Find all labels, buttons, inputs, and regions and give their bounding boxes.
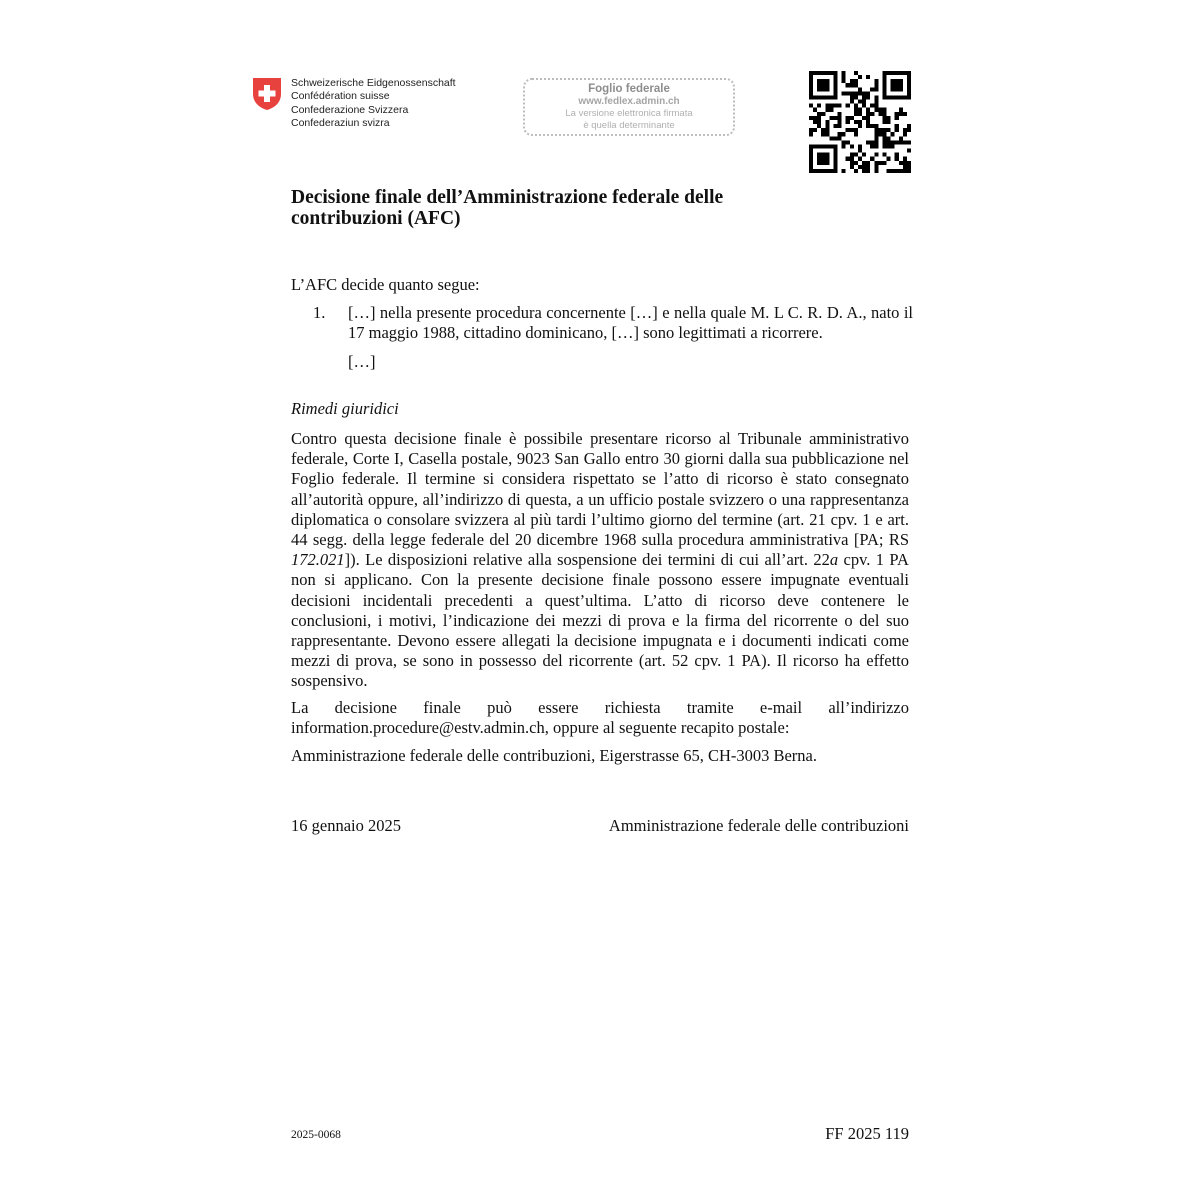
federal-gazette-reference: FF 2025 119 [825,1124,909,1143]
stamp-note-1: La versione elettronica firmata [565,108,693,119]
qr-code-icon [809,71,911,173]
list-item-ellipsis: […] [348,352,376,371]
remedies-text-part-c: cpv. 1 PA non si applicano. Con la presente decisione finale possono essere impugnate eventuali decisioni incidentali precedenti a quest’ultima. L’atto di ricorso deve contenere le conclusioni, i motivi, l’indicazione dei mezzi di prova e la firma del ricorrente o del suo rappresentante. Devono essere allegati la decisione impugnata e i documenti indicati come mezzi di prova, se sono in possesso del ricorrente (art. 52 cpv. 1 PA). Il ricorso ha effetto sospensivo. [291,550,909,691]
swiss-coat-of-arms-icon [252,77,282,111]
remedies-text-part-a: Contro questa decisione finale è possibile presentare ricorso al Tribunale amministrativo federale, Corte I, Casella postale, 9023 San Gallo entro 30 giorni dalla sua pubblicazione nel Foglio federale. Il termine si considera rispettato se l’atto di ricorso è stato consegnato all’autorità oppure, all’indirizzo di questa, a un ufficio postale svizzero o una rappresentanza diplomatica o consolare svizzera al più tardi l’ultimo giorno del termine (art. 21 cpv. 1 e art. 44 segg. della legge federale del 20 dicembre 1968 sulla procedura amministrativa [PA; RS [291,429,909,550]
document-date: 16 gennaio 2025 [291,816,401,835]
remedies-heading: Rimedi giuridici [291,399,399,418]
confederation-name-it: Confederazione Svizzera [291,103,409,116]
request-paragraph: La decisione finale può essere richiesta tramite e-mail all’indirizzo information.procedure@estv.admin.ch, oppure al seguente recapito postale: [291,698,909,738]
list-item-text: […] nella presente procedura concernente […] e nella quale M. L C. R. D. A., nato il 17 maggio 1988, cittadino dominicano, […] sono legittimati a ricorrere. [348,303,913,343]
confederation-name-fr: Confédération suisse [291,90,390,103]
federal-gazette-stamp [523,78,735,136]
article-suffix: a [829,550,839,570]
confederation-names [291,77,456,130]
list-item-number: 1. [313,303,326,322]
stamp-url: www.fedlex.admin.ch [578,96,680,107]
intro-text: L’AFC decide quanto segue: [291,275,480,294]
document-reference: 2025-0068 [291,1129,341,1141]
remedies-paragraph [291,429,909,692]
confederation-name-de: Schweizerische Eidgenossenschaft [291,77,456,89]
postal-address: Amministrazione federale delle contribuzioni, Eigerstrasse 65, CH-3003 Berna. [291,746,818,765]
rs-number: 172.021 [291,550,345,570]
confederation-name-rm: Confederaziun svizra [291,116,390,129]
document-title: Decisione finale dell’Amministrazione federale delle contribuzioni (AFC) [291,187,724,229]
stamp-note-2: è quella determinante [583,120,675,131]
remedies-text-part-b: ]). Le disposizioni relative alla sospensione dei termini di cui all’art. 22 [344,550,830,570]
stamp-title: Foglio federale [588,83,670,95]
signing-authority: Amministrazione federale delle contribuzioni [608,816,909,835]
